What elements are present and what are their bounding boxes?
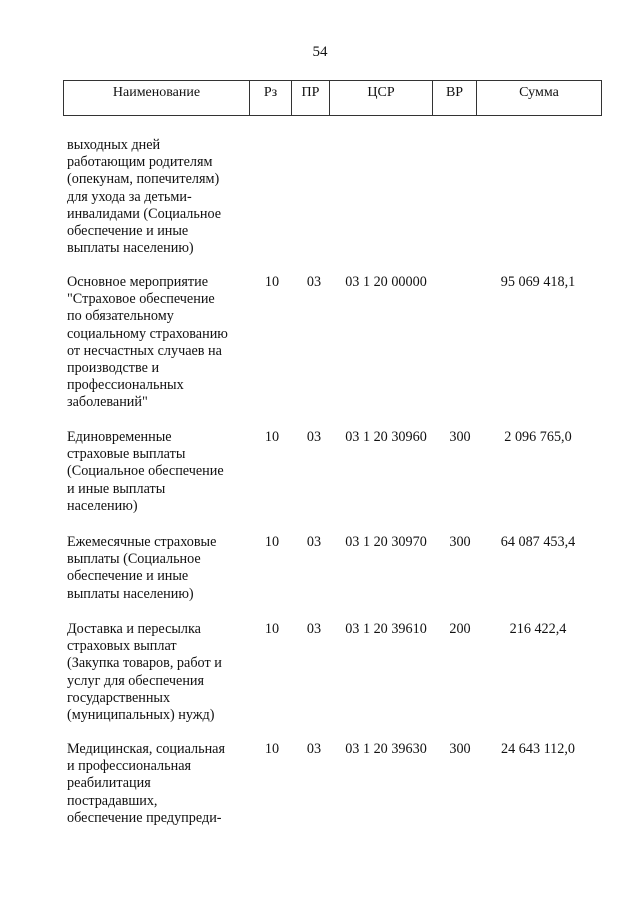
row-rz: 10 (264, 741, 280, 757)
row-sum: 24 643 112,0 (501, 741, 575, 757)
row-pr: 03 (306, 534, 322, 550)
row-name (67, 429, 257, 515)
row-name-line: производстве и (67, 360, 160, 377)
row-name-line: "Страховое обеспечение (67, 291, 215, 308)
row-rz: 10 (264, 274, 280, 290)
row-sum: 95 069 418,1 (500, 274, 576, 290)
row-name-line: (опекунам, попечителям) (67, 171, 220, 188)
row-csr: 03 1 20 39610 (345, 621, 427, 637)
row-name (67, 534, 257, 603)
row-name-line: для ухода за детьми- (67, 188, 192, 205)
row-name-line: пострадавших, (67, 792, 158, 809)
row-rz: 10 (264, 534, 280, 550)
row-name-line: (Закупка товаров, работ и (67, 655, 222, 672)
row-vr: 300 (449, 741, 471, 757)
row-name-line: Доставка и пересылка (67, 621, 201, 637)
header-sum: Сумма (477, 81, 602, 116)
row-name-line: работающим родителям (67, 154, 213, 171)
page-number: 54 (312, 44, 328, 60)
row-name-line: обеспечение предупреди- (67, 809, 222, 826)
row-name-line: по обязательному (67, 308, 174, 325)
row-name-line: выплаты (Социальное (67, 551, 201, 568)
row-name-line: Ежемесячные страховые (67, 534, 217, 550)
row-vr: 300 (449, 534, 471, 550)
row-name-line: населению) (67, 497, 138, 514)
row-name-line: (Социальное обеспечение (67, 463, 224, 480)
row-name (67, 274, 257, 412)
row-name-line: заболеваний" (67, 394, 148, 411)
row-rz: 10 (264, 429, 280, 445)
row-name (67, 137, 257, 257)
row-vr: 300 (449, 429, 471, 445)
row-csr: 03 1 20 30970 (345, 534, 427, 550)
row-pr: 03 (306, 274, 322, 290)
header-pr: ПР (292, 81, 330, 116)
row-name-line: реабилитация (67, 775, 151, 792)
row-rz: 10 (264, 621, 280, 637)
row-pr: 03 (306, 429, 322, 445)
row-sum: 64 087 453,4 (500, 534, 576, 550)
row-name-line: страховых выплат (67, 638, 177, 655)
row-name-line: от несчастных случаев на (67, 342, 222, 359)
header-vr: ВР (433, 81, 477, 116)
row-name (67, 741, 257, 827)
row-name-line: Единовременные (67, 429, 172, 445)
header-name: Наименование (64, 81, 250, 116)
row-name (67, 621, 257, 724)
row-name-line: и профессиональная (67, 758, 192, 775)
header-csr: ЦСР (330, 81, 433, 116)
row-name-line: выплаты населению) (67, 240, 194, 257)
row-sum: 2 096 765,0 (504, 429, 572, 445)
row-name-line: профессиональных (67, 377, 184, 394)
row-pr: 03 (306, 741, 322, 757)
row-name-line: услуг для обеспечения (67, 672, 205, 689)
row-name-line: Основное мероприятие (67, 274, 208, 290)
row-name-line: социальному страхованию (67, 325, 228, 342)
row-vr: 200 (449, 621, 471, 637)
row-name-line: обеспечение и иные (67, 223, 189, 240)
row-csr: 03 1 20 39630 (345, 741, 427, 757)
row-name-line: инвалидами (Социальное (67, 205, 222, 222)
row-name-line: выплаты населению) (67, 585, 194, 602)
header-rz: Рз (250, 81, 292, 116)
row-name-line: выходных дней (67, 137, 161, 153)
row-sum: 216 422,4 (509, 621, 567, 637)
row-csr: 03 1 20 00000 (345, 274, 427, 290)
row-name-line: (муниципальных) нужд) (67, 707, 215, 724)
row-name-line: страховые выплаты (67, 446, 186, 463)
row-pr: 03 (306, 621, 322, 637)
row-name-line: государственных (67, 689, 171, 706)
row-csr: 03 1 20 30960 (345, 429, 427, 445)
row-name-line: и иные выплаты (67, 480, 166, 497)
row-name-line: обеспечение и иные (67, 568, 189, 585)
row-name-line: Медицинская, социальная (67, 741, 225, 757)
